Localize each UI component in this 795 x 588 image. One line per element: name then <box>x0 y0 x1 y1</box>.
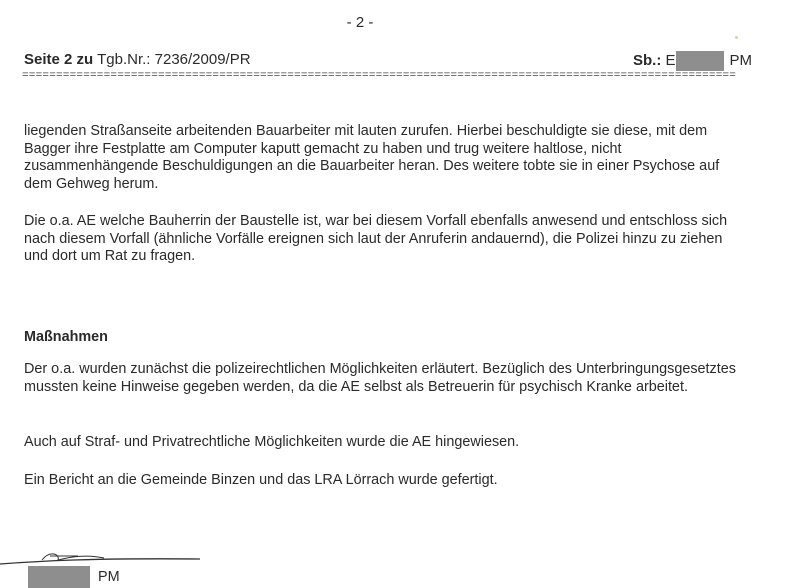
document-reference <box>24 51 251 68</box>
paragraph-legal-options: Auch auf Straf- und Privatrechtliche Möglichkeiten wurde die AE hingewiesen. <box>24 434 520 450</box>
case-officer <box>633 51 752 71</box>
page-label-zu: zu <box>76 51 94 68</box>
separator-rule: ========================================================================================================= <box>22 70 737 82</box>
redaction-box <box>676 51 724 71</box>
scan-speck <box>735 36 738 39</box>
paragraph-incident: liegenden Straßanseite arbeitenden Bauarbeiter mit lauten zurufen. Hierbei beschuldigte sie diese, mit dem Bagger ihre Festplatte am Computer kaputt gemacht zu haben und trug weitere haltlose, nicht zusammenhängende Beschuldigungen an die Bauarbeiter heran. Des weitere tobte sie in einer Psychose auf dem Gehweg herum. <box>24 123 720 192</box>
page-number: - 2 - <box>346 14 374 31</box>
signature-redaction <box>28 566 90 588</box>
journal-number: Tgb.Nr.: 7236/2009/PR <box>97 51 251 68</box>
case-officer-initial: E <box>665 51 676 69</box>
page-label: Seite 2 <box>24 51 73 68</box>
case-officer-rank: PM <box>729 51 753 69</box>
section-heading-measures: Maßnahmen <box>24 329 108 345</box>
paragraph-report: Ein Bericht an die Gemeinde Binzen und das LRA Lörrach wurde gefertigt. <box>24 472 498 488</box>
signature-name <box>28 566 120 588</box>
signature-rank: PM <box>98 568 120 585</box>
paragraph-measures: Der o.a. wurden zunächst die polizeirechtlichen Möglichkeiten erläutert. Bezüglich des Unterbringungsgesetztes mussten keine Hinweise gegeben werden, da die AE selbst als Betreuerin für psychisch Kranke arbeitet. <box>24 361 736 395</box>
case-officer-label: Sb.: <box>633 51 662 69</box>
paragraph-caller: Die o.a. AE welche Bauherrin der Baustelle ist, war bei diesem Vorfall ebenfalls anwesend und entschloss sich nach diesem Vorfall (ähnliche Vorfälle ereignen sich laut der Anruferin andauernd), die Polizei hinzu zu ziehen und dort um Rat zu fragen. <box>24 213 728 264</box>
